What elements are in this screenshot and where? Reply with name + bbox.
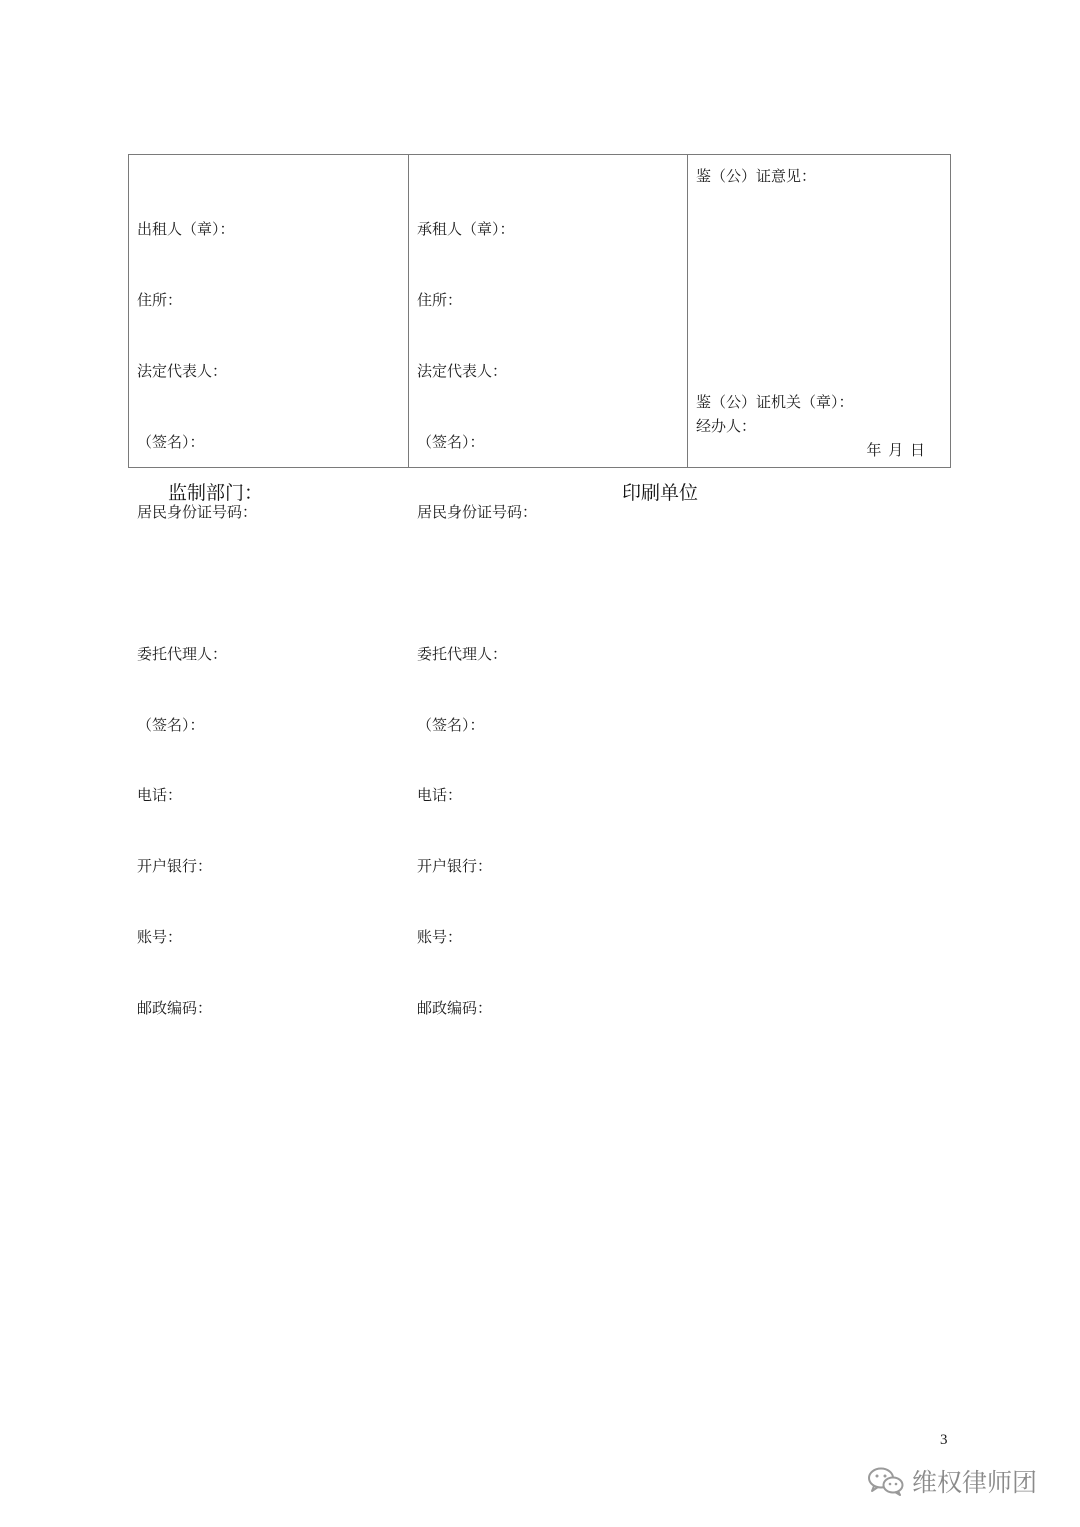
page-number: 3 xyxy=(940,1432,948,1448)
lessee-agent-signature: （签名）： xyxy=(417,715,485,734)
notary-date: 年 月 日 xyxy=(866,441,926,459)
notary-column xyxy=(688,155,950,467)
notary-authority: 鉴（公）证机关（章）： xyxy=(696,393,854,411)
lessor-id-number: 居民身份证号码： xyxy=(137,503,258,522)
lessor-legal-rep: 法定代表人： xyxy=(137,361,228,380)
lessor-agent-signature: （签名）： xyxy=(137,715,205,734)
lessor-account: 账号： xyxy=(137,928,183,946)
lessor-address: 住所： xyxy=(137,290,183,309)
lessor-signature: （签名）： xyxy=(137,432,205,451)
watermark xyxy=(866,1463,1037,1499)
lessor-title: 出租人（章）： xyxy=(137,220,235,239)
lessor-phone: 电话： xyxy=(137,786,183,805)
lessee-postcode: 邮政编码： xyxy=(417,998,493,1017)
lessee-title: 承租人（章）： xyxy=(417,220,515,239)
lessee-account: 账号： xyxy=(417,928,463,946)
notary-opinion: 鉴（公）证意见： xyxy=(696,167,817,185)
wechat-icon xyxy=(866,1466,906,1496)
lessee-agent: 委托代理人： xyxy=(417,644,508,663)
watermark-text: 维权律师团 xyxy=(912,1468,1038,1497)
lessee-legal-rep: 法定代表人： xyxy=(417,361,508,380)
lessee-address: 住所： xyxy=(417,290,463,309)
notary-handler: 经办人： xyxy=(696,416,757,435)
supervisor-label: 监制部门： xyxy=(168,482,264,504)
lessee-signature: （签名）： xyxy=(417,432,485,451)
lessee-phone: 电话： xyxy=(417,786,463,805)
lessor-agent: 委托代理人： xyxy=(137,644,228,663)
lessor-bank: 开户银行： xyxy=(137,857,213,876)
printer-label: 印刷单位 xyxy=(622,482,699,504)
lessee-id-number: 居民身份证号码： xyxy=(417,503,538,522)
lessee-bank: 开户银行： xyxy=(417,857,493,876)
lessor-postcode: 邮政编码： xyxy=(137,998,213,1017)
